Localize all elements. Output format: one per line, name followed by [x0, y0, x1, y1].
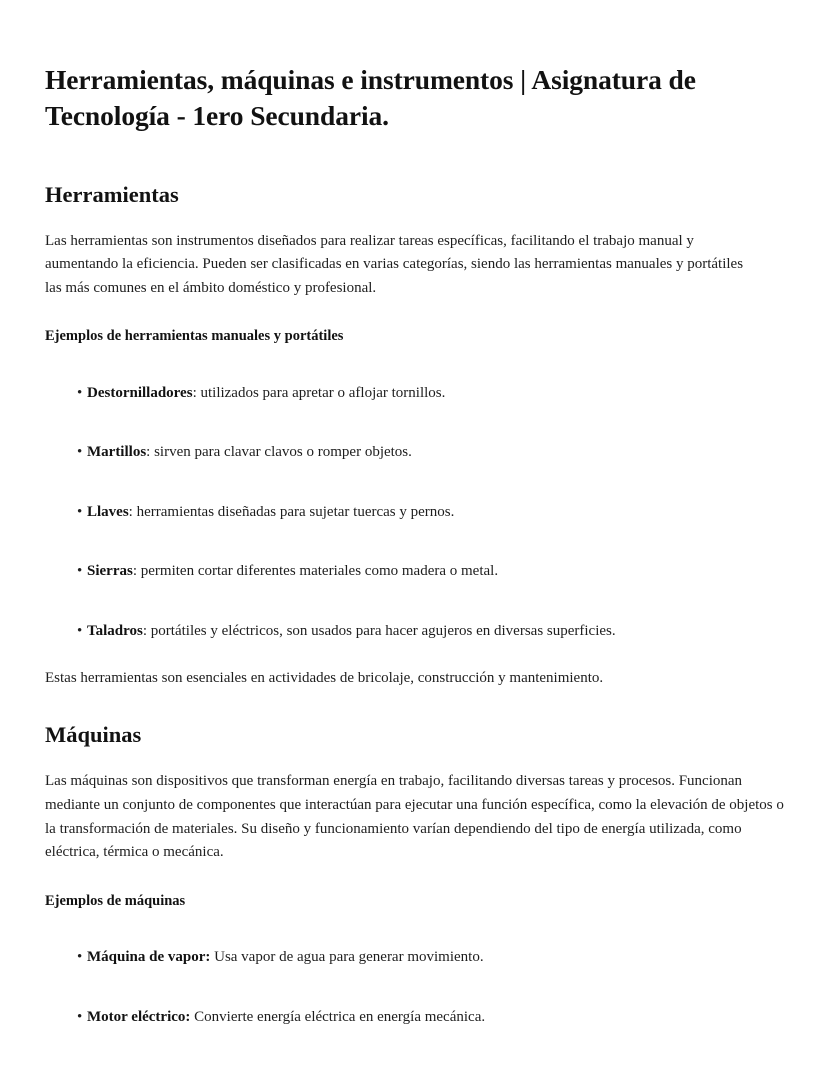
page-title: Herramientas, máquinas e instrumentos | Asignatura de Tecnología - 1ero Secundaria. — [45, 64, 696, 131]
list-item — [45, 620, 785, 643]
list-item-term: Motor eléctrico: — [87, 1008, 191, 1025]
paragraph-maquinas-intro: Las máquinas son dispositivos que transforman energía en trabajo, facilitando diversas tareas y procesos. Funcionan mediante un conjunto de componentes que interactúan para ejecutar una función específica, como la elevación de objetos o la transformación de materiales. Su diseño y funcionamiento varían dependiendo del tipo de energía utilizada, como eléctrica, térmica o mecánica. — [45, 773, 784, 861]
bullet-icon: • — [77, 622, 83, 639]
bullet-icon: • — [77, 1008, 83, 1025]
list-item-description: utilizados para apretar o aflojar tornillos. — [200, 384, 446, 401]
subheading-ejemplos-maquinas: Ejemplos de máquinas — [45, 893, 186, 910]
list-item-term: Máquina de vapor: — [87, 949, 211, 966]
list-item-description: herramientas diseñadas para sujetar tuercas y pernos. — [136, 503, 455, 520]
list-item-term: Destornilladores — [87, 384, 193, 401]
list-item-description: sirven para clavar clavos o romper objetos. — [154, 444, 412, 461]
list-item-separator: : — [132, 563, 141, 580]
list-item-separator: : — [128, 503, 137, 520]
paragraph-herramientas-intro: Las herramientas son instrumentos diseñados para realizar tareas específicas, facilitando el trabajo manual y aumentando la eficiencia. Pueden ser clasificadas en varias categorías, siendo las herramientas manuales y portátiles las más comunes en el ámbito doméstico y profesional. — [45, 232, 744, 296]
bullet-icon: • — [77, 384, 83, 401]
bullet-icon: • — [77, 444, 83, 461]
list-item-term: Sierras — [87, 563, 133, 580]
list-item-description: Convierte energía eléctrica en energía mecánica. — [194, 1008, 486, 1025]
bullet-icon: • — [77, 949, 83, 966]
bullet-icon: • — [77, 503, 83, 520]
list-item — [45, 501, 785, 524]
list-item — [45, 382, 785, 405]
paragraph-herramientas-closing: Estas herramientas son esenciales en actividades de bricolaje, construcción y mantenimiento. — [45, 670, 604, 687]
list-item-term: Martillos — [87, 444, 147, 461]
list-maquinas — [45, 946, 785, 1028]
section-heading-maquinas: Máquinas — [45, 722, 142, 748]
list-item-description: portátiles y eléctricos, son usados para hacer agujeros en diversas superficies. — [150, 622, 616, 639]
list-item-description: permiten cortar diferentes materiales como madera o metal. — [140, 563, 499, 580]
list-item-separator: : — [192, 384, 201, 401]
list-item-description: Usa vapor de agua para generar movimiento. — [214, 949, 484, 966]
list-item-separator: : — [146, 444, 155, 461]
section-heading-herramientas: Herramientas — [45, 181, 179, 207]
list-item-term: Taladros — [87, 622, 143, 639]
subheading-ejemplos-herramientas: Ejemplos de herramientas manuales y portátiles — [45, 327, 344, 344]
list-item-separator: : — [142, 622, 151, 639]
list-item — [45, 441, 785, 464]
list-item — [45, 1006, 785, 1029]
list-item-term: Llaves — [87, 503, 129, 520]
list-item — [45, 946, 785, 969]
bullet-icon: • — [77, 563, 83, 580]
list-item — [45, 560, 785, 583]
list-herramientas — [45, 382, 785, 643]
